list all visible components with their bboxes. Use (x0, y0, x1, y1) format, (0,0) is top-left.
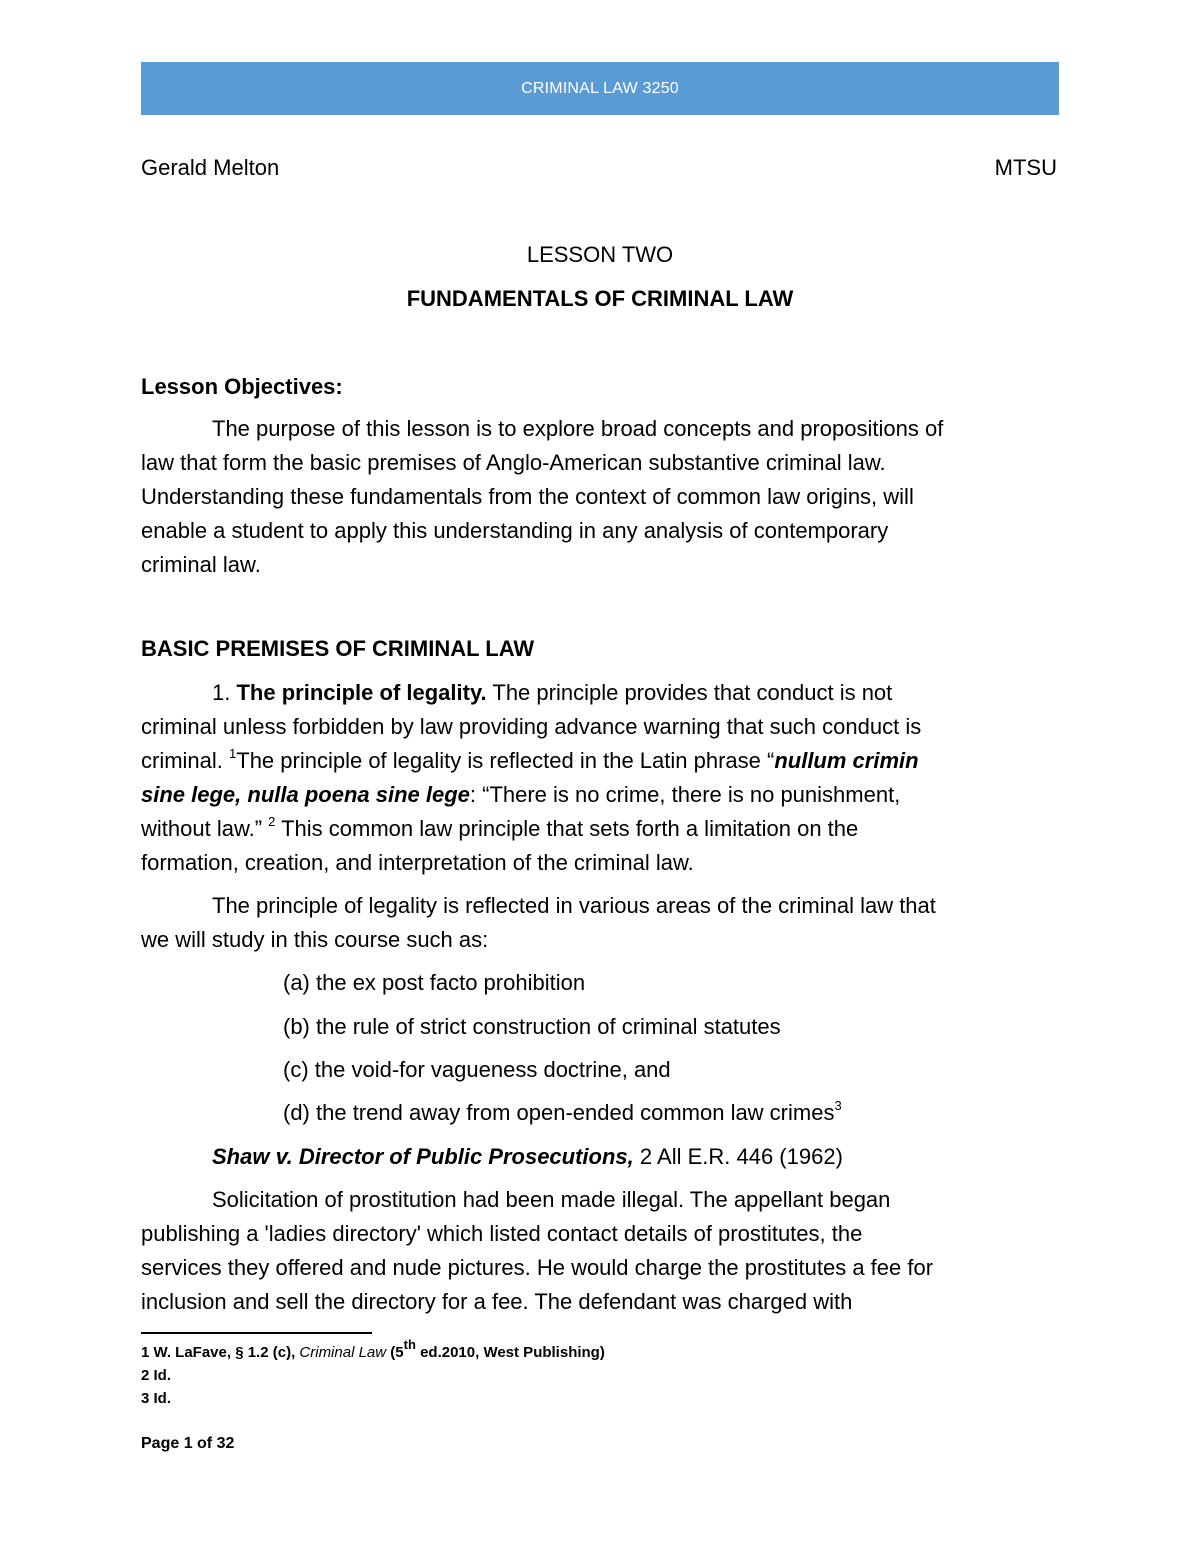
objectives-line: Understanding these fundamentals from the context of common law origins, will (141, 484, 914, 509)
header-banner: CRIMINAL LAW 3250 (141, 62, 1059, 115)
author-name: Gerald Melton (141, 155, 280, 180)
case-cite: 2 All E.R. 446 (1962) (633, 1144, 843, 1169)
footnote-ref: 2 (268, 813, 276, 829)
facts-line: Solicitation of prostitution had been made illegal. The appellant began (212, 1187, 891, 1212)
case-name: Shaw v. Director of Public Prosecutions, (212, 1144, 634, 1169)
case-citation (212, 1144, 843, 1170)
latin-phrase: nullum crimin (774, 748, 919, 773)
footnote-text: 1 W. LaFave, § 1.2 (c), (141, 1344, 300, 1361)
institution: MTSU (994, 155, 1057, 180)
principle-name: The principle of legality. (236, 680, 487, 705)
principle-text: criminal. (141, 748, 230, 773)
list-item: (a) the ex post facto prohibition (283, 970, 586, 995)
objectives-line: law that form the basic premises of Anglo-American substantive criminal law. (141, 450, 886, 475)
footnote-sup: th (403, 1337, 416, 1352)
paragraph-line: we will study in this course such as: (141, 927, 489, 952)
facts-line: inclusion and sell the directory for a fee. The defendant was charged with (141, 1289, 853, 1314)
facts-line: publishing a 'ladies directory' which listed contact details of prostitutes, the (141, 1221, 863, 1246)
principle-line: criminal unless forbidden by law providing advance warning that such conduct is (141, 714, 922, 739)
footnote-book-title: Criminal Law (299, 1344, 387, 1361)
principle-line (141, 745, 919, 774)
principle-text: without law.” (141, 816, 269, 841)
principle-line: formation, creation, and interpretation of the criminal law. (141, 850, 694, 875)
footnote (141, 1337, 605, 1361)
list-item: (c) the void-for vagueness doctrine, and (283, 1057, 671, 1082)
footnote: 3 Id. (141, 1390, 172, 1407)
lesson-number: LESSON TWO (526, 242, 674, 267)
principle-text: The principle provides that conduct is not (486, 680, 893, 705)
objectives-line: criminal law. (141, 552, 261, 577)
principle-number: 1. (212, 680, 231, 705)
paragraph-line: The principle of legality is reflected in various areas of the criminal law that (212, 893, 936, 918)
author-row (141, 155, 1057, 181)
footnote-divider (141, 1332, 372, 1334)
principle-line (212, 680, 892, 706)
principle-line (141, 782, 900, 808)
objectives-line: The purpose of this lesson is to explore broad concepts and propositions of (212, 416, 944, 441)
list-item-text: (d) the trend away from open-ended common law crimes (283, 1100, 835, 1125)
principle-text: The principle of legality is reflected in the Latin phrase “ (236, 748, 775, 773)
footnote-ref: 3 (834, 1097, 842, 1113)
objectives-line: enable a student to apply this understanding in any analysis of contemporary (141, 518, 889, 543)
footnote-ref: 1 (229, 745, 237, 761)
principle-text: : “There is no crime, there is no punishment, (469, 782, 901, 807)
principle-line (141, 813, 859, 842)
footnote-text: ed.2010, West Publishing) (415, 1344, 605, 1361)
objectives-heading: Lesson Objectives: (141, 374, 343, 399)
latin-phrase: sine lege, nulla poena sine lege (141, 782, 470, 807)
premises-heading: BASIC PREMISES OF CRIMINAL LAW (141, 636, 535, 661)
footnote: 2 Id. (141, 1367, 172, 1384)
lesson-title: FUNDAMENTALS OF CRIMINAL LAW (406, 286, 794, 311)
list-item (283, 1097, 842, 1126)
list-item: (b) the rule of strict construction of criminal statutes (283, 1014, 781, 1039)
principle-text: This common law principle that sets forth a limitation on the (275, 816, 859, 841)
page-number: Page 1 of 32 (141, 1435, 235, 1452)
footnote-text: (5 (386, 1344, 404, 1361)
facts-line: services they offered and nude pictures. He would charge the prostitutes a fee for (141, 1255, 934, 1280)
